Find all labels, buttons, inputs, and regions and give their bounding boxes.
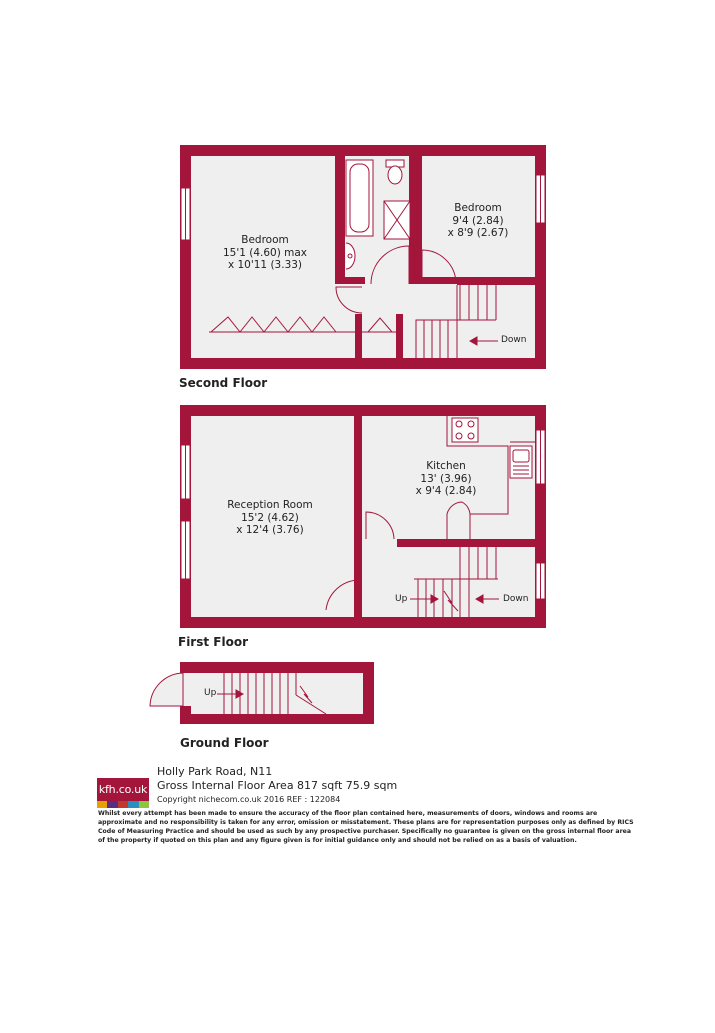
room-label-kitchen [416,460,477,498]
property-address: Holly Park Road, N11 [157,765,273,778]
copyright: Copyright nichecom.co.uk 2016 REF : 122084 [157,795,341,804]
stair-label-down-second: Down [501,335,527,345]
room-dimension-1: 9'4 (2.84) [452,214,504,227]
room-name: Reception Room [227,499,313,511]
room-label-reception [227,499,313,537]
bath-icon [346,160,373,236]
logo-color-strip [97,801,149,808]
floor-title-first: First Floor [178,635,249,649]
stair-label-down-first: Down [503,594,529,604]
disclaimer: Whilst every attempt has been made to ensure the accuracy of the floor plan contained here, measurements of doors, windows and rooms are approximate and no responsibility is taken for any error, omission or misstatement. These plans are for representation purposes only as defined by RICS Code of Measuring Practice and should be used as such by any prospective purchaser. Specifically no guarantee is given on the gross internal floor area of the property if quoted on this plan and any figure given is for initial guidance only and should not be relied on as a basis of valuation. [98,810,634,844]
floor-title-second: Second Floor [179,376,268,390]
stair-label-up-ground: Up [204,688,217,698]
hob-icon [452,418,478,442]
room-name: Bedroom [241,234,289,246]
room-name: Kitchen [426,460,466,472]
room-label-bedroom-small [448,202,509,240]
room-dimension-2: x 10'11 (3.33) [227,259,303,271]
room-dimension-1: 13' (3.96) [420,472,472,485]
stair-label-up-first: Up [395,594,408,604]
logo-text: kfh.co.uk [97,778,149,801]
floor-title-ground: Ground Floor [180,736,269,750]
room-label-bedroom-main [223,234,307,272]
room-dimension-1: 15'2 (4.62) [241,511,299,524]
floor-area: Gross Internal Floor Area 817 sqft 75.9 sqm [157,779,398,792]
sink-icon [510,446,532,478]
door-swings [150,673,183,706]
room-dimension-2: x 8'9 (2.67) [447,227,509,239]
room-dimension-2: x 9'4 (2.84) [415,485,477,497]
shower-icon [384,201,410,239]
room-dimension-1: 15'1 (4.60) max [222,246,308,259]
room-name: Bedroom [454,202,502,214]
room-dimension-2: x 12'4 (3.76) [236,524,304,536]
kfh-logo [97,778,149,808]
ground-floor-plan [150,662,374,724]
